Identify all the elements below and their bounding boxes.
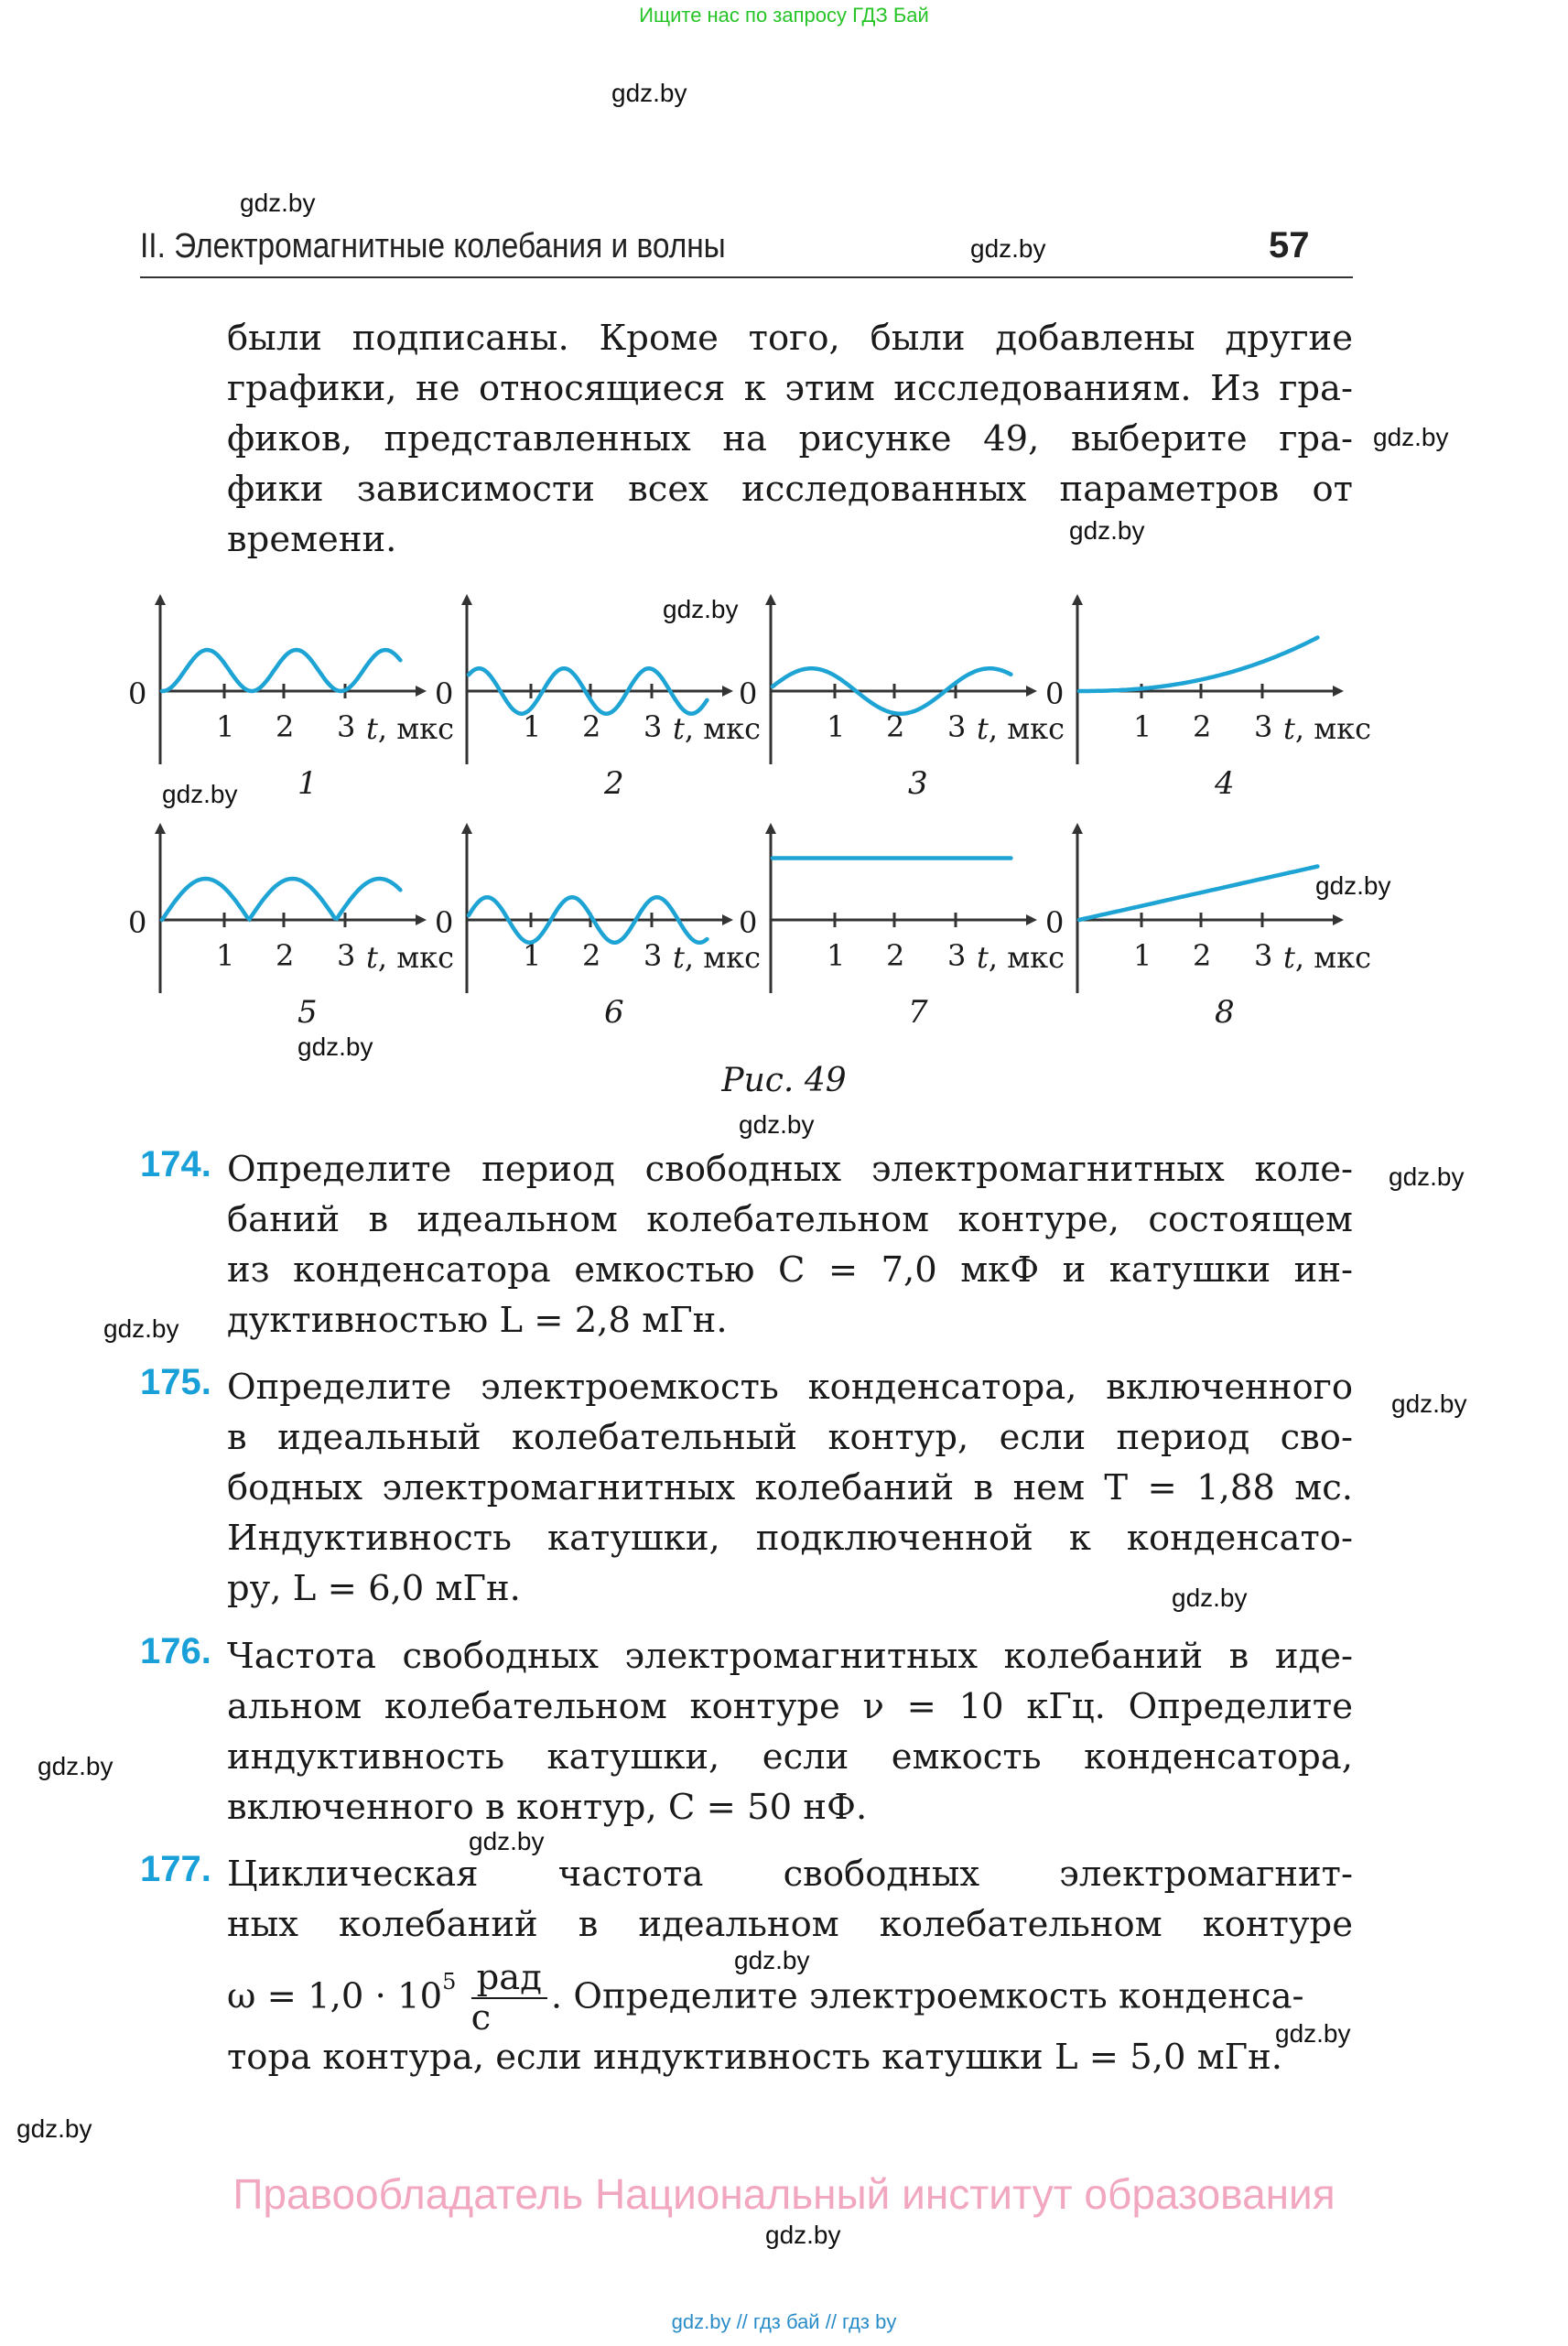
- text-line: ных колебаний в идеальном колебательном контуре: [227, 1904, 1353, 1945]
- tick-label: 3: [947, 709, 967, 744]
- watermark: gdz.by: [1391, 1389, 1467, 1418]
- watermark: gdz.by: [103, 1314, 179, 1343]
- graph-number: 5: [297, 994, 318, 1031]
- watermark: gdz.by: [734, 1946, 810, 1974]
- problem-number: 176.: [140, 1631, 211, 1671]
- text-line: Определите электроемкость конденсатора, включенного: [227, 1367, 1353, 1408]
- tick-label: 3: [337, 938, 356, 973]
- text-line: фики зависимости всех исследованных параметров от: [227, 469, 1353, 510]
- text-line: включенного в контур, C = 50 нФ.: [227, 1787, 868, 1828]
- text-line: Определите период свободных электромагнитных коле-: [227, 1149, 1353, 1190]
- tick-label: 2: [886, 938, 905, 973]
- tick-label: 1: [1133, 709, 1152, 744]
- watermark: gdz.by: [739, 1110, 815, 1139]
- tick-label: 1: [827, 938, 846, 973]
- figure-caption: Рис. 49: [721, 1062, 847, 1099]
- text-line: Индуктивность катушки, подключенной к конденсато-: [227, 1518, 1353, 1559]
- axis-zero-label: 0: [739, 676, 758, 711]
- tick-label: 2: [1193, 709, 1212, 744]
- axis-label: t, мкс: [977, 940, 1065, 975]
- formula-exponent: 5: [442, 1969, 457, 1995]
- page-number: 57: [1269, 225, 1310, 265]
- footer-links: gdz.by // гдз бай // гдз by: [671, 2310, 897, 2333]
- tick-label: 2: [886, 709, 905, 744]
- text-line: графики, не относящиеся к этим исследованиям. Из гра-: [227, 368, 1353, 409]
- graph-8: [1045, 828, 1371, 1031]
- text-line: были подписаны. Кроме того, были добавлены другие: [227, 318, 1353, 359]
- text-line: в идеальный колебательный контур, если период сво-: [227, 1417, 1353, 1458]
- tick-label: 3: [1254, 709, 1273, 744]
- tick-label: 3: [337, 709, 356, 744]
- axis-label: t, мкс: [673, 711, 762, 746]
- tick-label: 2: [582, 709, 601, 744]
- text-line: бодных электромагнитных колебаний в нем T = 1,88 мс.: [227, 1467, 1353, 1508]
- axis-zero-label: 0: [128, 676, 147, 711]
- watermark: gdz.by: [765, 2221, 841, 2249]
- graph-number: 8: [1215, 994, 1235, 1031]
- axis-zero-label: 0: [128, 905, 147, 940]
- graph-7: [739, 828, 1065, 1031]
- axis-label: t, мкс: [1283, 711, 1372, 746]
- text-line: альном колебательном контуре ν = 10 кГц. Определите: [227, 1686, 1353, 1727]
- watermark: gdz.by: [469, 1827, 545, 1855]
- graph-number: 3: [908, 765, 928, 802]
- text-line: индуктивность катушки, если емкость конденсатора,: [227, 1736, 1353, 1778]
- graph-2: [435, 600, 761, 802]
- axis-label: t, мкс: [1283, 940, 1372, 975]
- text-line: баний в идеальном колебательном контуре, состоящем: [227, 1199, 1353, 1240]
- axis-label: t, мкс: [366, 711, 455, 746]
- text-line: из конденсатора емкостью C = 7,0 мкФ и катушки ин-: [227, 1249, 1353, 1291]
- watermark: gdz.by: [1275, 2019, 1351, 2048]
- watermark: gdz.by: [38, 1752, 114, 1780]
- graph-number: 2: [604, 765, 624, 802]
- tick-label: 3: [1254, 938, 1273, 973]
- formula-fraction: [471, 1959, 547, 2038]
- watermark: gdz.by: [1373, 423, 1449, 451]
- tick-label: 2: [582, 938, 601, 973]
- watermark: gdz.by: [1315, 871, 1391, 900]
- top-banner: Ищите нас по запросу ГДЗ Бай: [639, 4, 929, 27]
- text-line: фиков, представленных на рисунке 49, выберите гра-: [227, 418, 1353, 459]
- tick-label: 2: [276, 938, 295, 973]
- chapter-title: II. Электромагнитные колебания и волны: [140, 227, 726, 265]
- problem-number: 174.: [140, 1144, 211, 1184]
- tick-label: 1: [523, 709, 542, 744]
- formula-tail: . Определите электроемкость конденса-: [550, 1975, 1304, 2017]
- axis-zero-label: 0: [435, 905, 454, 940]
- graph-number: 6: [604, 994, 624, 1031]
- graph-curve: [162, 879, 400, 920]
- graph-number: 1: [297, 765, 318, 802]
- watermark: gdz.by: [162, 780, 238, 808]
- problem-text: [227, 1362, 1353, 1614]
- axis-zero-label: 0: [739, 905, 758, 940]
- problem-text: [227, 1144, 1353, 1346]
- graph-number: 7: [908, 994, 928, 1031]
- problem-text: [227, 1849, 1353, 2082]
- text-line: дуктивностью L = 2,8 мГн.: [227, 1300, 728, 1341]
- graph-5: [128, 828, 454, 1031]
- axis-zero-label: 0: [1045, 676, 1065, 711]
- copyright-owner: Правообладатель Национальный институт образования: [232, 2170, 1336, 2218]
- tick-label: 3: [643, 709, 663, 744]
- graph-curve: [162, 650, 400, 691]
- graph-curve: [1079, 638, 1317, 692]
- fraction-numerator: рад: [471, 1959, 547, 1999]
- graph-number: 4: [1215, 765, 1235, 802]
- tick-label: 2: [1193, 938, 1212, 973]
- tick-label: 1: [827, 709, 846, 744]
- graph-4: [1045, 600, 1371, 802]
- text-line: тора контура, если индуктивность катушки L = 5,0 мГн.: [227, 2037, 1283, 2078]
- tick-label: 3: [947, 938, 967, 973]
- problem-text: [227, 1631, 1353, 1832]
- formula-lhs: ω = 1,0 · 10: [227, 1975, 443, 2017]
- watermark: gdz.by: [16, 2114, 92, 2143]
- text-line: времени.: [227, 519, 397, 560]
- figure-49: [0, 568, 1568, 1043]
- watermark: gdz.by: [240, 189, 316, 217]
- watermark: gdz.by: [970, 234, 1046, 263]
- axis-zero-label: 0: [1045, 905, 1065, 940]
- text-line: ру, L = 6,0 мГн.: [227, 1568, 521, 1609]
- watermark: gdz.by: [1389, 1162, 1465, 1191]
- tick-label: 1: [216, 709, 235, 744]
- tick-label: 1: [1133, 938, 1152, 973]
- text-line: Циклическая частота свободных электромагнит-: [227, 1854, 1353, 1895]
- header-rule: [140, 276, 1353, 278]
- axis-label: t, мкс: [366, 940, 455, 975]
- problem-number: 177.: [140, 1849, 211, 1889]
- intro-paragraph: [227, 313, 1353, 565]
- watermark: gdz.by: [1069, 516, 1145, 545]
- watermark: gdz.by: [663, 595, 739, 623]
- problem-number: 175.: [140, 1362, 211, 1402]
- watermark: gdz.by: [1172, 1584, 1248, 1612]
- graph-1: [128, 600, 454, 802]
- graph-6: [435, 828, 761, 1031]
- tick-label: 2: [276, 709, 295, 744]
- tick-label: 3: [643, 938, 663, 973]
- text-line: Частота свободных электромагнитных колебаний в иде-: [227, 1636, 1353, 1677]
- axis-label: t, мкс: [673, 940, 762, 975]
- graph-3: [739, 600, 1065, 802]
- watermark: gdz.by: [297, 1032, 373, 1061]
- graph-curve: [1079, 867, 1317, 921]
- tick-label: 1: [523, 938, 542, 973]
- tick-label: 1: [216, 938, 235, 973]
- axis-label: t, мкс: [977, 711, 1065, 746]
- watermark: gdz.by: [611, 79, 687, 107]
- fraction-denominator: с: [470, 1997, 492, 2039]
- axis-zero-label: 0: [435, 676, 454, 711]
